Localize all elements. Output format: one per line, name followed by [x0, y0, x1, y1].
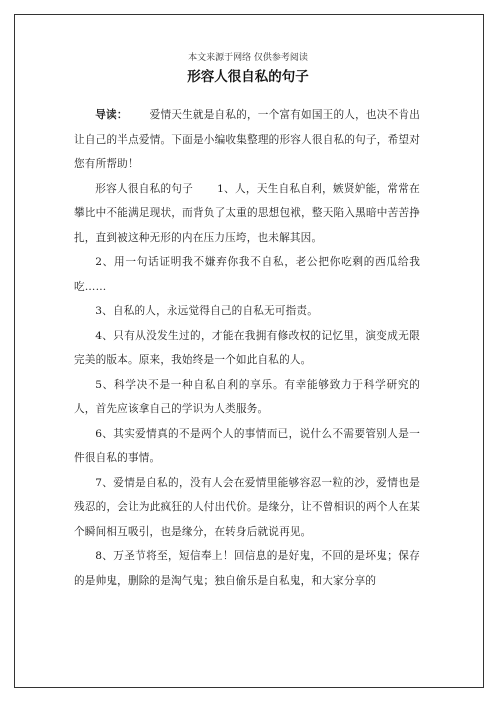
- intro-text: 爱情天生就是自私的，一个富有如国王的人，也决不肯出让自己的半点爱情。下面是小编收集整理的形容人很自私的句子，希望对您有所帮助！: [74, 109, 420, 170]
- intro-label: 导读：: [95, 109, 128, 121]
- paragraph-1: [74, 177, 420, 251]
- paragraph-5: 5、科学决不是一种自私自利的享乐。有幸能够致力于科学研究的人，首先应该拿自己的学识为人类服务。: [74, 378, 420, 415]
- paragraph-4: 4、只有从没发生过的，才能在我拥有修改权的记忆里，演变成无限完美的版本。原来，我始终是一个如此自私的人。: [74, 329, 420, 366]
- paragraph-7: 7、爱情是自私的，没有人会在爱情里能够容忍一粒的沙，爱情也是残忍的，会让为此疯狂的人付出代价。是缘分，让不曾相识的两个人在某个瞬间相互吸引，也是缘分，在转身后就说再见。: [74, 476, 420, 538]
- document-title: 形容人很自私的句子: [187, 69, 309, 85]
- intro-paragraph: [74, 103, 420, 177]
- document-body: [74, 103, 420, 593]
- paragraph-2: 2、用一句话证明我不嫌弃你我不自私，老公把你吃剩的西瓜给我吃……: [74, 256, 420, 293]
- lead-text: 形容人很自私的句子: [95, 182, 194, 195]
- paragraph-1-text: 1、人，天生自私自利，嫉贤妒能，常常在攀比中不能满足现状，而背负了太重的思想包袱，整天陷入黑暗中苦苦挣扎，直到被这种无形的内在压力压垮，也未解其因。: [74, 182, 420, 244]
- header-note: 本文来源于网络 仅供参考阅读: [188, 53, 308, 63]
- paragraph-8: 8、万圣节将至，短信奉上！回信息的是好鬼，不回的是坏鬼；保存的是帅鬼，删除的是淘气鬼；独自偷乐是自私鬼，和大家分享的: [74, 550, 420, 587]
- paragraph-3: 3、自私的人，永远觉得自己的自私无可指责。: [95, 305, 319, 317]
- paragraph-6: 6、其实爱情真的不是两个人的事情而已，说什么不需要管别人是一件很自私的事情。: [74, 427, 420, 464]
